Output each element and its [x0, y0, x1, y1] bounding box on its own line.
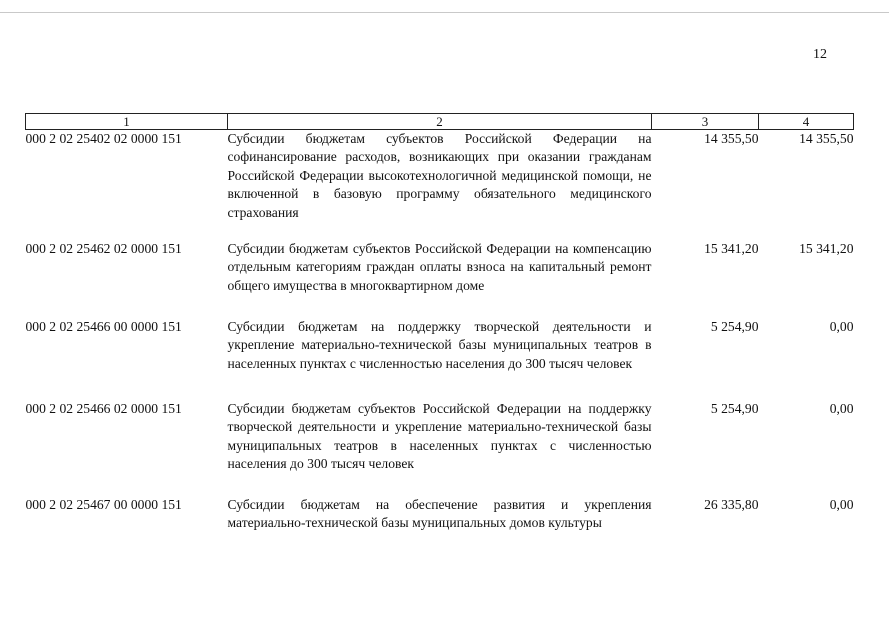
amount-column-3-cell: 5 254,90 [710, 401, 759, 416]
amount-column-3-cell: 5 254,90 [710, 319, 759, 334]
amount-column-4-cell: 0,00 [829, 497, 854, 512]
column-header-2: 2 [228, 114, 652, 130]
budget-code-cell: 000 2 02 25466 00 0000 151 [25, 319, 182, 334]
amount-column-3-cell: 14 355,50 [704, 131, 759, 146]
table-row [26, 240, 854, 318]
column-header-1: 1 [26, 114, 228, 130]
table-row [26, 130, 854, 241]
page-number: 12 [813, 47, 827, 62]
amount-column-4-cell: 0,00 [829, 319, 854, 334]
budget-table [25, 113, 854, 556]
description-cell: Субсидии бюджетам субъектов Российской Федерации на компенсацию отдельным категориям граждан оплаты взноса на капитальный ремонт общего имущества в многоквартирном доме [227, 241, 652, 293]
table-row [26, 496, 854, 556]
budget-code-cell: 000 2 02 25466 02 0000 151 [25, 401, 182, 416]
amount-column-4-cell: 15 341,20 [799, 241, 854, 256]
amount-column-4-cell: 0,00 [829, 401, 854, 416]
column-header-4: 4 [759, 114, 854, 130]
amount-column-3-cell: 26 335,80 [704, 497, 759, 512]
budget-code-cell: 000 2 02 25467 00 0000 151 [25, 497, 182, 512]
amount-column-4-cell: 14 355,50 [799, 131, 854, 146]
amount-column-3-cell: 15 341,20 [704, 241, 759, 256]
description-cell: Субсидии бюджетам субъектов Российской Федерации на софинансирование расходов, возникающих при оказании гражданам Российской Федерации высокотехнологичной медицинской помощи, не включенной в базовую программу обязательного медицинского страхования [227, 131, 652, 220]
budget-code-cell: 000 2 02 25462 02 0000 151 [25, 241, 182, 256]
table-row [26, 318, 854, 400]
table-row [26, 400, 854, 496]
description-cell: Субсидии бюджетам на поддержку творческой деятельности и укрепление материально-технической базы муниципальных театров в населенных пунктах с численностью населения до 300 тысяч человек [227, 319, 652, 371]
description-cell: Субсидии бюджетам субъектов Российской Федерации на поддержку творческой деятельности и укрепление материально-технической базы муниципальных театров в населенных пунктах с численностью населения до 300 тысяч человек [227, 401, 652, 472]
table-header-row [26, 114, 854, 130]
column-header-3: 3 [652, 114, 759, 130]
top-scan-rule [0, 12, 889, 13]
budget-code-cell: 000 2 02 25402 02 0000 151 [25, 131, 182, 146]
description-cell: Субсидии бюджетам на обеспечение развития и укрепления материально-технической базы муниципальных домов культуры [227, 497, 652, 531]
